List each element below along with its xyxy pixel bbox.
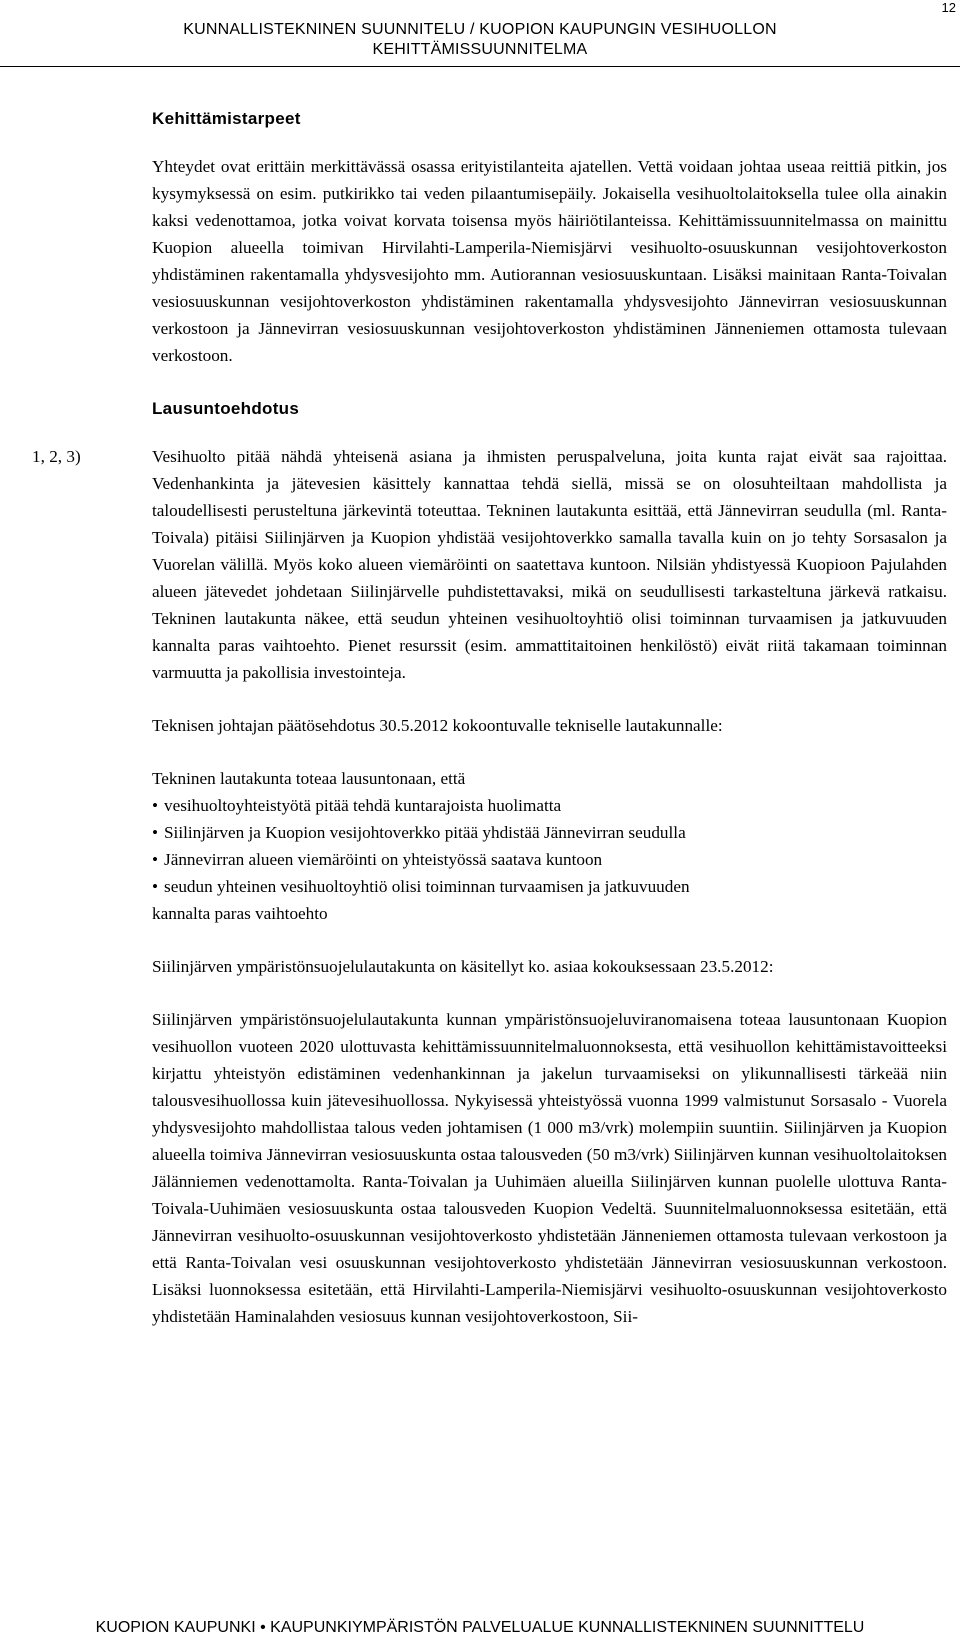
paragraph-kehittamistarpeet: Yhteydet ovat erittäin merkittävässä osassa erityistilanteita ajatellen. Vettä voidaan johtaa useaa reittiä pitkin, jos kysymyksessä on esim. putkirikko tai veden pilaantumisepäily. Jokaisella vesihuoltolaitoksella tulee olla ainakin kaksi vedenottamoa, jotka voivat korvata toisensa myös häiriötilanteissa. Kehittämissuunnitelmassa on mainittu Kuopion alueella toimivan Hirvilahti-Lamperila-Niemisjärvi vesihuolto-osuuskunnan vesijohtoverkoston yhdistäminen rakentamalla yhdysvesijohto mm. Autiorannan vesiosuuskuntaan. Lisäksi mainitaan Ranta-Toivalan vesiosuuskunnan vesijohtoverkoston yhdistäminen rakentamalla yhdysvesijohto Jännevirran vesiosuuskunnan verkostoon ja Jännevirran vesiosuuskunnan vesijohtoverkoston yhdistäminen Jänneniemen ottamosta tulevaan verkostoon. xyxy=(152,157,947,365)
paragraph-lausunto: Vesihuolto pitää nähdä yhteisenä asiana ja ihmisten peruspalveluna, joita kunta rajat eivät saa rajoittaa. Vedenhankinta ja jätevesien käsittely kannattaa tehdä siellä, missä se on olosuhteiltaan mahdollista ja taloudellisesti perusteltuna järkevintä toteuttaa. Tekninen lautakunta esittää, että Jännevirran seudulla (ml. Ranta-Toivala) pitäisi Siilinjärven ja Kuopion yhdistää vesijohtoverkko samalla tavalla kuin on jo tehty Sorsasalon ja Vuorelan välillä. Myös koko alueen viemäröinti on saatettava kuntoon. Nilsiän yhdistyessä Kuopioon Pajulahden alueen jätevedet johdetaan Siilinjärvelle puhdistettavaksi, mikä on seudullisesti tarkasteltuna järkevä ratkaisu. Tekninen lautakunta näkee, että seudun yhteinen vesihuoltoyhtiö olisi toiminnan turvaamisen ja jatkuvuuden kannalta paras vaihtoehto. Pienet resurssit (esim. ammattitaitoinen henkilöstö) eivät riitä takamaan toiminnan varmuutta ja pakollisia investointeja. xyxy=(152,447,947,682)
list-item: • Siilinjärven ja Kuopion vesijohtoverkko pitää yhdistää Jännevirran seudulla xyxy=(152,819,947,846)
heading-lausuntoehdotus: Lausuntoehdotus xyxy=(152,399,300,418)
page-footer: KUOPION KAUPUNKI • KAUPUNKIYMPÄRISTÖN PALVELUALUE KUNNALLISTEKNINEN SUUNNITTELU xyxy=(95,1619,865,1636)
list-item: • vesihuoltoyhteistyötä pitää tehdä kuntarajoista huolimatta xyxy=(152,792,947,819)
document-body xyxy=(32,105,947,1330)
list-item: • seudun yhteinen vesihuoltoyhtiö olisi toiminnan turvaamisen ja jatkuvuuden xyxy=(152,873,947,900)
paragraph-siilinjarvi: Siilinjärven ympäristönsuojelulautakunta kunnan ympäristönsuojeluviranomaisena toteaa lausuntonaan Kuopion vesihuollon vuoteen 2020 ulottuvasta kehittämissuunnitelmaluonnoksesta, että vesihuollon kehittämistavoitteeksi kirjattu yhteistyön edistäminen vedenhankinnan ja jakelun turvaamiseksi on ylikunnallisesti tärkeää niin talousvesihuollossa kuin jätevesihuollossa. Nykyisessä yhteistyössä vuonna 1999 valmistunut Sorsasalo - Vuorela yhdysvesijohto mahdollistaa talous veden johtamisen (1 000 m3/vrk) molempiin suuntiin. Siilinjärven ja Kuopion alueella toimiva Jännevirran vesiosuuskunta ostaa talousveden (50 m3/vrk) Siilinjärven kunnan vesihuoltolaitoksen Jälänniemen vedenottamolta. Ranta-Toivalan ja Uuhimäen alueilla Siilinjärven kunnan puolelle ulottuva Ranta-Toivala-Uuhimäen vesiosuuskunta ostaa talousveden Kuopion Vedeltä. Suunnitelmaluonnoksessa esitetään, että Jännevirran vesihuolto-osuuskunnan vesijohtoverkosto yhdistetään Jänneniemen ottamosta tulevaan verkostoon ja että Ranta-Toivalan vesi osuuskunnan vesijohtoverkosto yhdistetään Jännevirran vesiosuuskunnan verkostoon. Lisäksi luonnoksessa esitetään, että Hirvilahti-Lamperila-Niemisjärvi vesihuolto-osuuskunnan vesijohtoverkosto yhdistetään Haminalahden vesiosuus kunnan vesijohtoverkostoon, Sii- xyxy=(152,1010,947,1326)
lausunto-item xyxy=(32,443,947,686)
header-divider xyxy=(0,66,960,67)
bullet-continuation: kannalta paras vaihtoehto xyxy=(152,904,328,923)
header-line-2: KEHITTÄMISSUUNNITELMA xyxy=(372,41,588,58)
bullet-icon: • xyxy=(152,877,159,896)
bullet-icon: • xyxy=(152,823,159,842)
decision-bullet-list xyxy=(152,792,947,900)
page-number: 12 xyxy=(941,0,956,15)
siilinjarvi-title: Siilinjärven ympäristönsuojelulautakunta on käsitellyt ko. asiaa kokouksessaan 23.5.2012: xyxy=(152,957,774,976)
bullet-icon: • xyxy=(152,796,159,815)
page-header xyxy=(0,20,960,60)
bullet-icon: • xyxy=(152,850,159,869)
header-line-1: KUNNALLISTEKNINEN SUUNNITELU / KUOPION KAUPUNGIN VESIHUOLLON xyxy=(183,21,777,38)
heading-kehittamistarpeet: Kehittämistarpeet xyxy=(152,109,301,128)
item-number-label: 1, 2, 3) xyxy=(32,447,81,466)
decision-intro: Tekninen lautakunta toteaa lausuntonaan, että xyxy=(152,769,466,788)
decision-title: Teknisen johtajan päätösehdotus 30.5.2012 kokoontuvalle tekniselle lautakunnalle: xyxy=(152,716,723,735)
list-item: • Jännevirran alueen viemäröinti on yhteistyössä saatava kuntoon xyxy=(152,846,947,873)
